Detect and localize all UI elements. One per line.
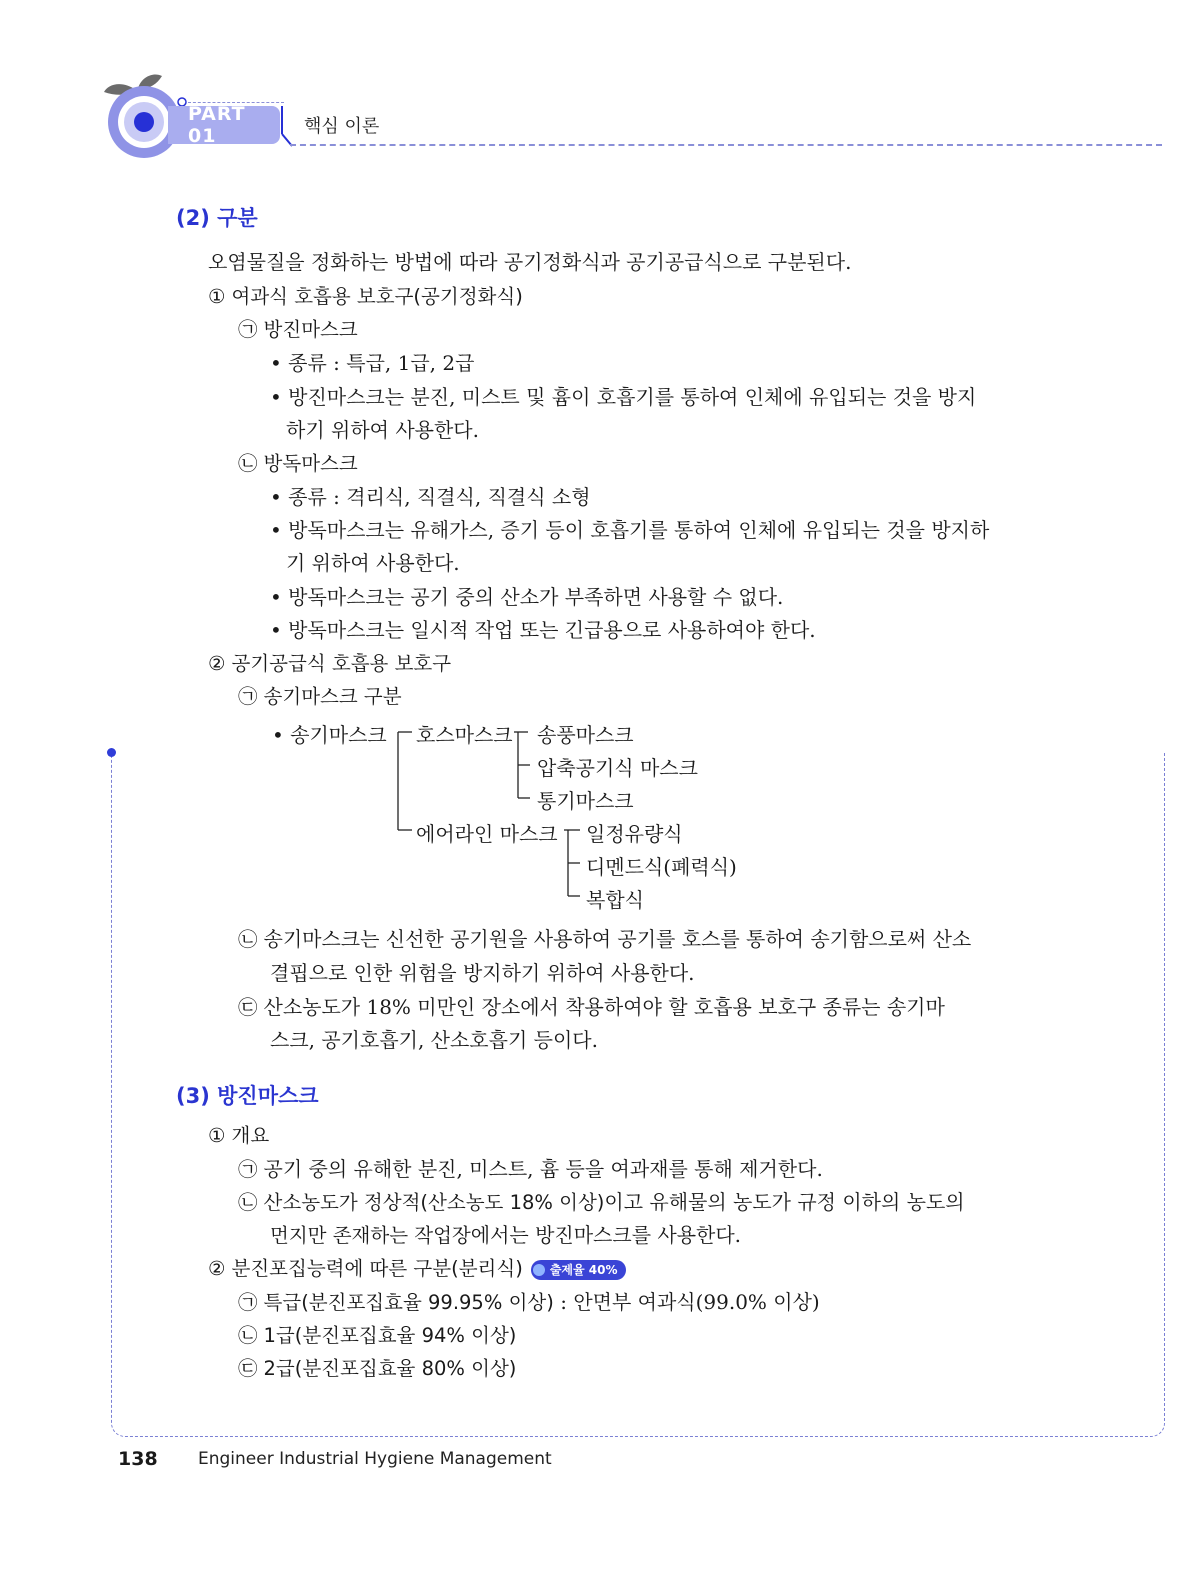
item-j2b-mark: ㉡	[238, 1324, 258, 1347]
item-j2b-text: 1급(분진포집효율 94% 이상)	[263, 1324, 517, 1347]
tree-root: • 송기마스크	[272, 723, 387, 747]
item-2b-mark: ㉡	[238, 928, 258, 951]
item-1b-bullet-3: • 방독마스크는 공기 중의 산소가 부족하면 사용할 수 없다.	[270, 585, 784, 609]
tree-airline-child-1: 일정유량식	[586, 822, 683, 846]
item-j1-mark: ①	[208, 1124, 226, 1147]
item-2c-mark: ㉢	[238, 996, 258, 1019]
tree-airline-child-3: 복합식	[586, 888, 644, 912]
item-1a-mark: ㉠	[238, 318, 258, 341]
item-2c-line-1	[238, 991, 945, 1020]
tree-airline-child-2: 디멘드식(폐력식)	[586, 855, 737, 879]
item-j2-mark: ②	[208, 1257, 226, 1280]
tree-hose: 호스마스크	[416, 723, 513, 747]
item-2c-text-1: 산소농도가 18% 미만인 장소에서 착용하여야 할 호흡용 보호구 종류는 송기마	[263, 995, 945, 1019]
item-j2a-bold: 특급(분진포집효율 99.95% 이상)	[263, 1291, 554, 1314]
item-1-heading	[208, 281, 523, 309]
item-1b-bullet-1: • 종류 : 격리식, 직결식, 직결식 소형	[270, 485, 591, 509]
item-j2b	[238, 1320, 516, 1348]
item-1a-title: 방진마스크	[263, 318, 358, 341]
item-2b-text-1: 송기마스크는 신선한 공기원을 사용하여 공기를 호스를 통하여 송기함으로써 산소	[263, 927, 972, 951]
item-2b-line-2: 결핍으로 인한 위험을 방지하기 위하여 사용한다.	[270, 961, 695, 985]
item-2-heading	[208, 648, 451, 676]
item-1a-bullet-2-line-2: 하기 위하여 사용한다.	[286, 418, 479, 442]
item-2b-line-1	[238, 923, 971, 952]
item-1b-mark: ㉡	[238, 452, 258, 475]
item-j2c	[238, 1353, 516, 1381]
item-j2c-text: 2급(분진포집효율 80% 이상)	[263, 1357, 517, 1380]
badge-text: 출제율 40%	[549, 1263, 618, 1277]
item-2a-title: 송기마스크 구분	[263, 685, 402, 708]
item-1-title: 여과식 호흡용 보호구(공기정화식)	[231, 285, 523, 308]
item-j1b-line-1	[238, 1186, 965, 1215]
item-1-mark: ①	[208, 285, 226, 308]
tree-airline: 에어라인 마스크	[416, 822, 558, 846]
item-j1b-line-2	[270, 1219, 741, 1248]
item-j1b-mark: ㉡	[238, 1191, 258, 1214]
item-j2-heading	[208, 1253, 626, 1281]
item-j1b-rest-1: 이고 유해물의 농도가 규정 이하의 농도의	[604, 1190, 965, 1214]
item-2-title: 공기공급식 호흡용 보호구	[231, 652, 452, 675]
item-j1b-rest-2: 에서는 방진마스크를 사용한다.	[470, 1223, 742, 1247]
item-j2a-mark: ㉠	[238, 1291, 258, 1314]
item-1a-heading	[238, 314, 358, 342]
item-j1-title: 개요	[231, 1124, 270, 1147]
item-j1-heading	[208, 1120, 269, 1148]
frame-dot-icon	[107, 748, 116, 757]
item-j1a	[238, 1153, 823, 1182]
header-slash-icon	[280, 104, 294, 148]
item-j2a	[238, 1286, 820, 1315]
item-2a-heading	[238, 681, 402, 709]
item-j1b-bold-2: 먼지만 존재하는 작업장	[270, 1224, 471, 1247]
section-label: 핵심 이론	[304, 116, 380, 137]
section-title-3: (3) 방진마스크	[176, 1084, 319, 1108]
badge-dot-icon	[533, 1264, 545, 1276]
tree-hose-child-1: 송풍마스크	[537, 723, 634, 747]
section-2-intro: 오염물질을 정화하는 방법에 따라 공기정화식과 공기공급식으로 구분된다.	[208, 250, 852, 274]
item-j1a-text: 공기 중의 유해한 분진, 미스트, 흄 등을 여과재를 통해 제거한다.	[263, 1157, 823, 1181]
item-1b-heading	[238, 448, 358, 476]
book-title: Engineer Industrial Hygiene Management	[198, 1449, 552, 1469]
item-1b-bullet-4: • 방독마스크는 일시적 작업 또는 긴급용으로 사용하여야 한다.	[270, 618, 816, 642]
page-number: 138	[118, 1448, 158, 1470]
item-1a-bullet-1: • 종류 : 특급, 1급, 2급	[270, 351, 475, 375]
item-2a-mark: ㉠	[238, 685, 258, 708]
tree-hose-child-3: 통기마스크	[537, 789, 634, 813]
item-2-mark: ②	[208, 652, 226, 675]
item-j1a-mark: ㉠	[238, 1158, 258, 1181]
item-1b-title: 방독마스크	[263, 452, 358, 475]
item-j2c-mark: ㉢	[238, 1357, 258, 1380]
item-j2-title: 분진포집능력에 따른 구분(분리식)	[231, 1257, 523, 1280]
section-title-2: (2) 구분	[176, 206, 258, 230]
item-1a-bullet-2-line-1: • 방진마스크는 분진, 미스트 및 흄이 호흡기를 통하여 인체에 유입되는 것을 방지	[270, 385, 977, 409]
part-label: PART 01	[168, 106, 280, 144]
item-1b-bullet-2-line-1: • 방독마스크는 유해가스, 증기 등이 호흡기를 통하여 인체에 유입되는 것을 방지하	[270, 518, 990, 542]
item-j2a-rest: : 안면부 여과식(99.0% 이상)	[553, 1290, 820, 1314]
frequency-badge	[531, 1260, 626, 1280]
item-1b-bullet-2-line-2: 기 위하여 사용한다.	[286, 551, 460, 575]
item-2c-line-2: 스크, 공기호흡기, 산소호흡기 등이다.	[270, 1028, 598, 1052]
item-j1b-bold-1: 산소농도가 정상적(산소농도 18% 이상)	[263, 1191, 605, 1214]
tree-hose-child-2: 압축공기식 마스크	[537, 756, 698, 780]
header-dashline	[290, 144, 1162, 146]
